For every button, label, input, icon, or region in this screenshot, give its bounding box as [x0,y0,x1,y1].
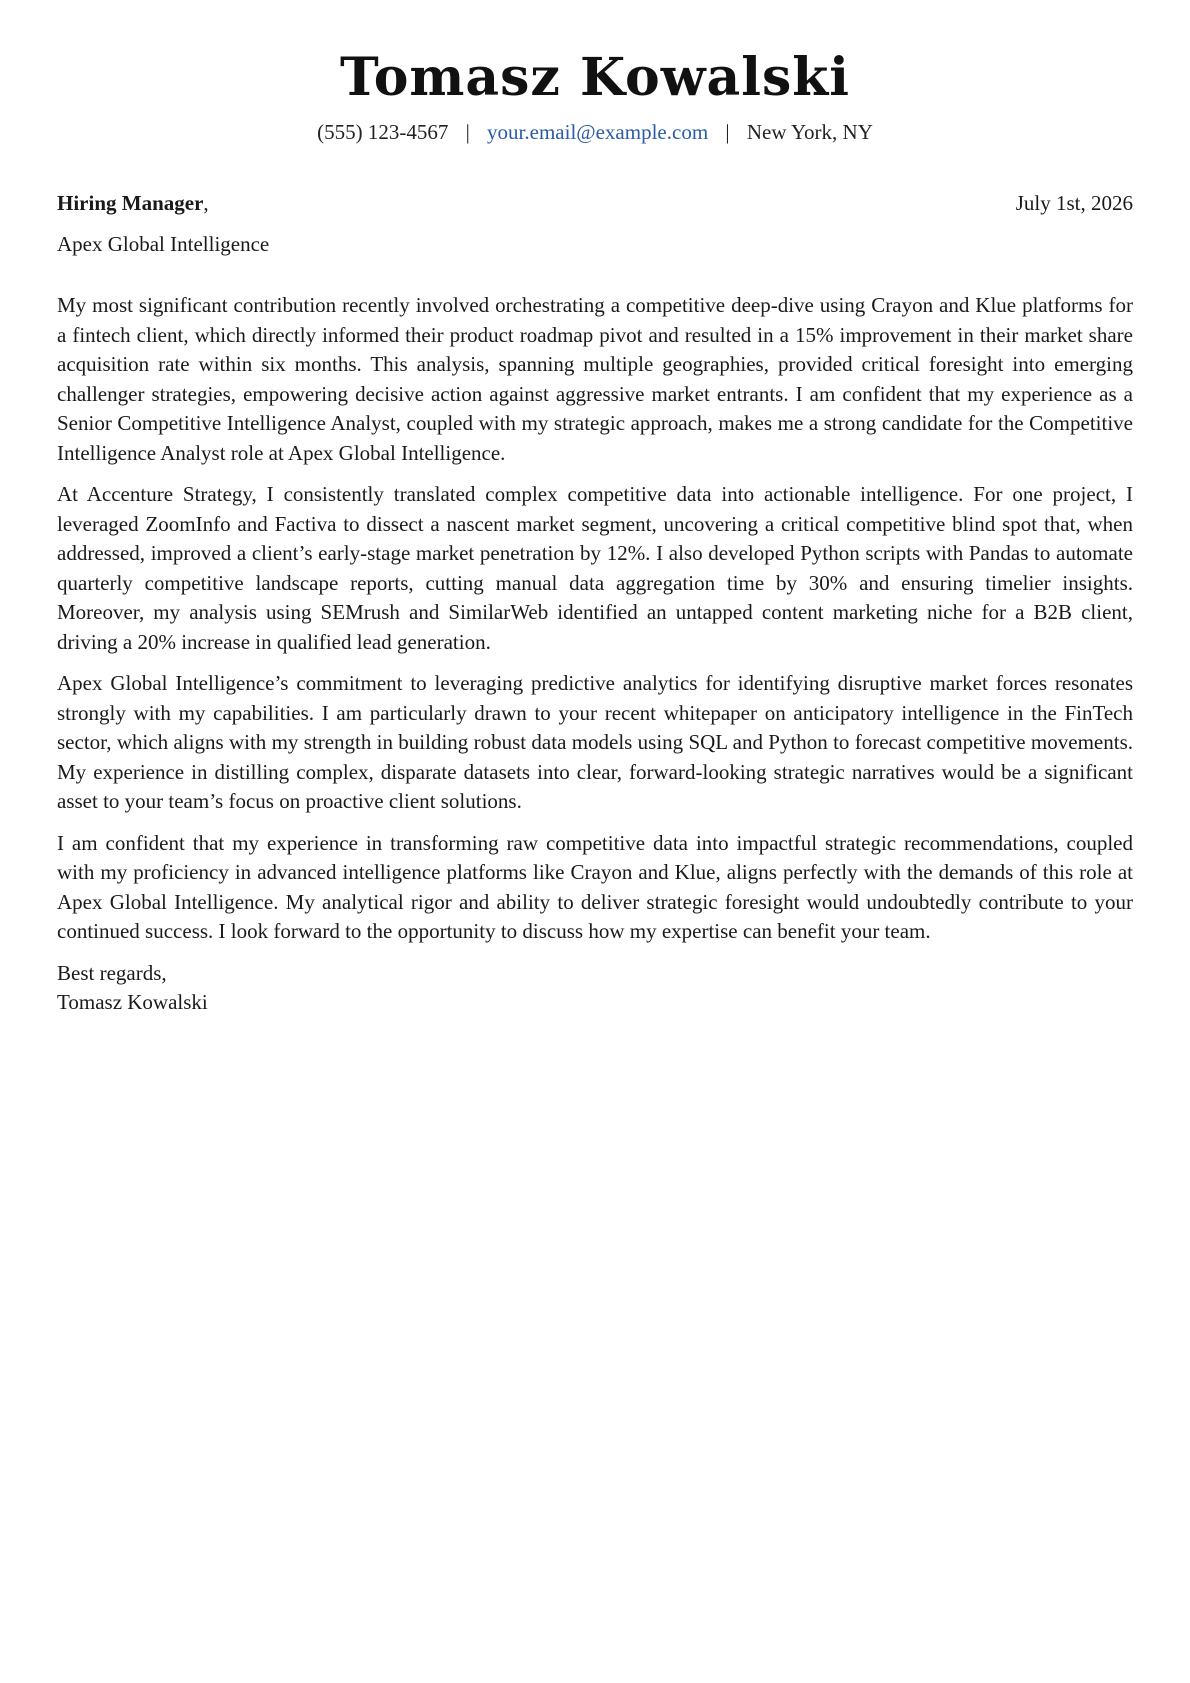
closing-block [57,959,1133,1018]
applicant-name: Tomasz Kowalski [339,47,851,108]
contact-line [57,120,1133,145]
body-paragraph: My most significant contribution recently involved orchestrating a competitive deep-dive using Crayon and Klue platforms for a fintech client, which directly informed their product roadmap pivot and resulted in a 15% improvement in their market share acquisition rate within six months. This analysis, spanning multiple geographies, provided critical foresight into emerging challenger strategies, empowering decisive action against aggressive market entrants. I am confident that my experience as a Senior Competitive Intelligence Analyst, coupled with my strategic approach, makes me a strong candidate for the Competitive Intelligence Analyst role at Apex Global Intelligence. [57,293,1133,465]
letter-body [57,291,1133,947]
recipient-suffix: , [203,191,209,215]
body-paragraph: Apex Global Intelligence’s commitment to leveraging predictive analytics for identifying disruptive market forces resonates strongly with my capabilities. I am particularly drawn to your recent whitepaper on anticipatory intelligence in the FinTech sector, which aligns with my strength in building robust data models using SQL and Python to forecast competitive movements. My experience in distilling complex, disparate datasets into clear, forward-looking strategic narratives would be a significant asset to your team’s focus on proactive client solutions. [57,671,1133,813]
body-paragraph: I am confident that my experience in transforming raw competitive data into impactful strategic recommendations, coupled with my proficiency in advanced intelligence platforms like Crayon and Klue, aligns perfectly with the demands of this role at Apex Global Intelligence. My analytical rigor and ability to deliver strategic foresight would undoubtedly contribute to your continued success. I look forward to the opportunity to discuss how my expertise can benefit your team. [57,830,1133,943]
company-name: Apex Global Intelligence [57,232,270,256]
signature: Tomasz Kowalski [57,990,208,1014]
contact-separator: | [465,120,470,144]
contact-separator: | [725,120,730,144]
recipient-line [57,191,209,216]
closing-phrase: Best regards, [57,960,167,985]
email-link[interactable]: your.email@example.com [487,120,709,144]
salutation-row [57,191,1133,216]
location: New York, NY [746,120,873,144]
body-paragraph: At Accenture Strategy, I consistently translated complex competitive data into actionable intelligence. For one project, I leveraged ZoomInfo and Factiva to dissect a nascent market segment, uncovering a critical competitive blind spot that, when addressed, improved a client’s early-stage market penetration by 12%. I also developed Python scripts with Pandas to automate quarterly competitive landscape reports, cutting manual data aggregation time by 30% and ensuring timelier insights. Moreover, my analysis using SEMrush and SimilarWeb identified an untapped content marketing niche for a B2B client, driving a 20% increase in qualified lead generation. [57,482,1133,654]
recipient: Hiring Manager [57,191,204,215]
phone-number: (555) 123-4567 [317,120,449,144]
letter-date: July 1st, 2026 [1015,191,1133,215]
